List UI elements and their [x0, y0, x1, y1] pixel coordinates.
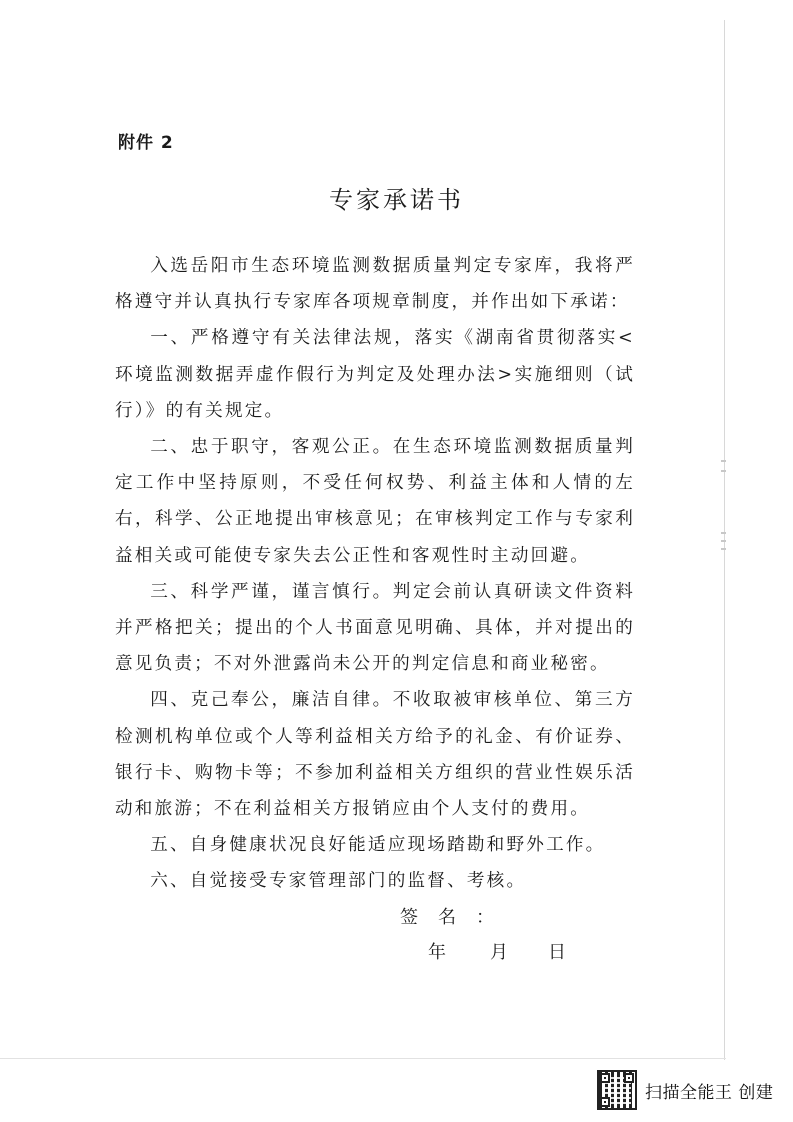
qr-code-icon: [597, 1070, 637, 1110]
paragraph-1: 一、严格遵守有关法律法规，落实《湖南省贯彻落实<环境监测数据弄虚作假行为判定及处理办法>实施细则（试行）》的有关规定。: [115, 328, 635, 421]
paragraph-4: 四、克己奉公，廉洁自律。不收取被审核单位、第三方检测机构单位或个人等利益相关方给予的礼金、有价证券、银行卡、购物卡等；不参加利益相关方组织的营业性娱乐活动和旅游；不在利益相关方报销应由个人支付的费用。: [115, 690, 635, 820]
margin-marks: [719, 460, 729, 560]
paragraph-5: 五、自身健康状况良好能适应现场踏勘和野外工作。: [150, 835, 606, 856]
document-body: [115, 248, 635, 900]
attachment-label: 附件 2: [118, 133, 174, 153]
scanner-watermark: [597, 1068, 773, 1112]
signature-block: [400, 903, 514, 929]
paragraph-2: 二、忠于职守，客观公正。在生态环境监测数据质量判定工作中坚持原则，不受任何权势、利益主体和人情的左右，科学、公正地提出审核意见；在审核判定工作与专家利益相关或可能使专家失去公正性和客观性时主动回避。: [115, 437, 635, 566]
paragraph-3: 三、科学严谨，谨言慎行。判定会前认真研读文件资料并严格把关；提出的个人书面意见明确、具体，并对提出的意见负责；不对外泄露尚未公开的判定信息和商业秘密。: [115, 581, 635, 675]
paragraph-6: 六、自觉接受专家管理部门的监督、考核。: [150, 871, 527, 892]
date-month: 月: [490, 942, 508, 963]
date-line: [428, 938, 566, 964]
signature-label: 签名：: [400, 907, 514, 928]
document-title: 专家承诺书: [329, 186, 464, 214]
watermark-text: 扫描全能王 创建: [645, 1082, 774, 1103]
scan-bottom-line: [0, 1058, 726, 1059]
date-year: 年: [428, 942, 446, 963]
date-day: 日: [548, 942, 566, 963]
paragraph-intro: 入选岳阳市生态环境监测数据质量判定专家库，我将严格遵守并认真执行专家库各项规章制度，并作出如下承诺：: [115, 256, 635, 313]
